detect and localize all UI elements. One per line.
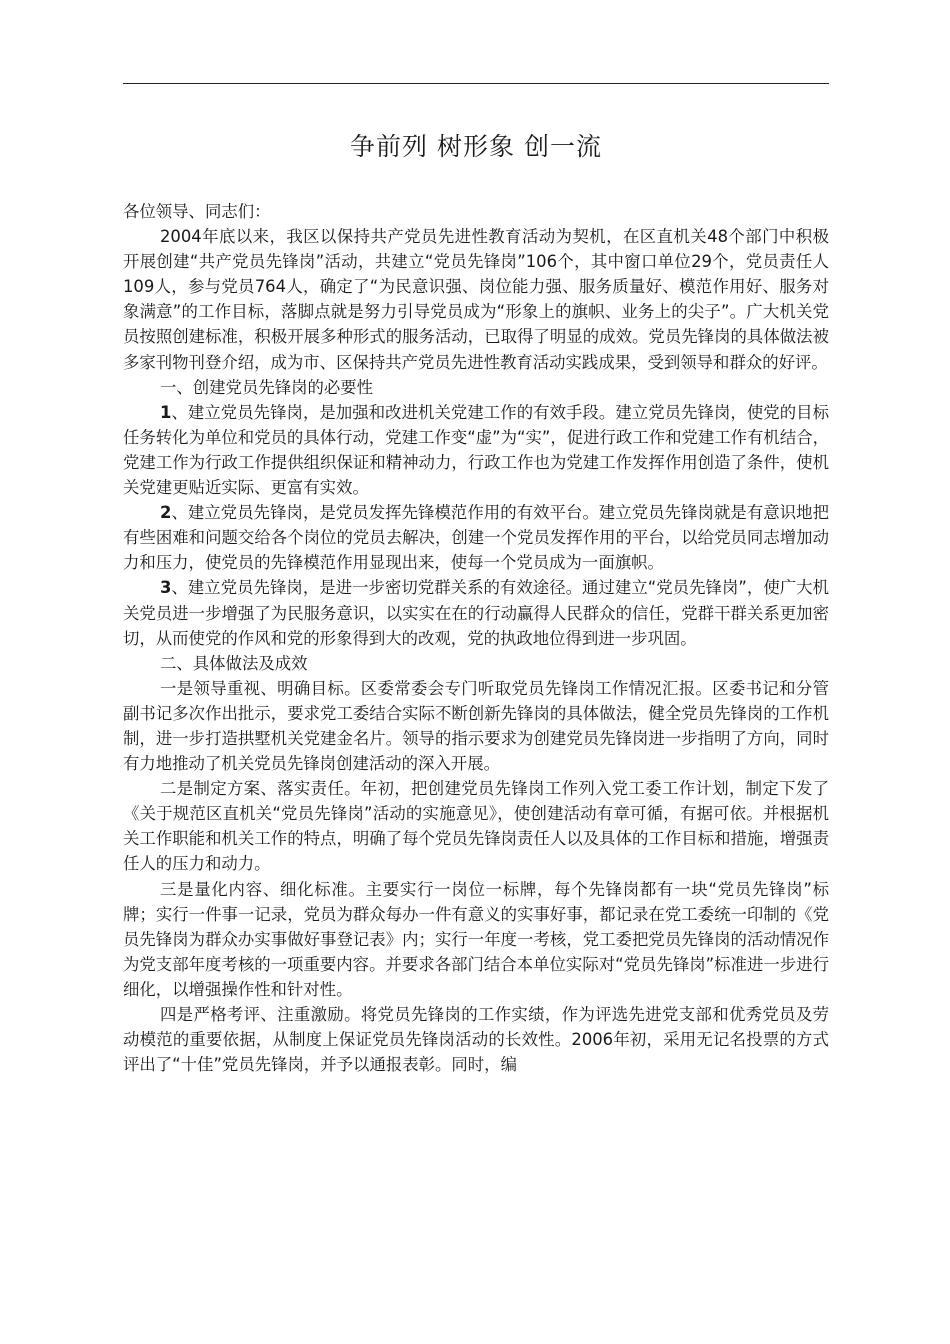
salutation: 各位领导、同志们：	[123, 202, 271, 221]
point-number-2: 2	[160, 503, 172, 523]
header-rule	[123, 83, 829, 84]
measure-paragraph-1: 一是领导重视、明确目标。区委常委会专门听取党员先锋岗工作情况汇报。区委书记和分管副书记多次作出批示，要求党工委结合实际不断创新先锋岗的具体做法，健全党员先锋岗的工作机制，进一步打造拱墅机关党建金名片。领导的指示要求为创建党员先锋岗进一步指明了方向，同时有力地推动了机关党员先锋岗创建活动的深入开展。	[123, 678, 829, 774]
point-paragraph-3	[123, 575, 829, 650]
point-text-2: 、建立党员先锋岗，是党员发挥先锋模范作用的有效平台。建立党员先锋岗就是有意识地把有些困难和问题交给各个岗位的党员去解决，创建一个党员发挥作用的平台，以给党员同志增加动力和压力，使党员的先锋模范作用显现出来，使每一个党员成为一面旗帜。	[123, 503, 829, 573]
measure-paragraph-4: 四是严格考评、注重激励。将党员先锋岗的工作实绩，作为评选先进党支部和优秀党员及劳动模范的重要依据，从制度上保证党员先锋岗活动的长效性。2006年初，采用无记名投票的方式评出了“十佳”党员先锋岗，并予以通报表彰。同时，编	[123, 1005, 829, 1075]
document-body	[123, 199, 829, 1077]
measure-paragraph-2: 二是制定方案、落实责任。年初，把创建党员先锋岗工作列入党工委工作计划，制定下发了《关于规范区直机关“党员先锋岗”活动的实施意见》，使创建活动有章可循，有据可依。并根据机关工作职能和机关工作的特点，明确了每个党员先锋岗责任人以及具体的工作目标和措施，增强责任人的压力和动力。	[123, 779, 829, 874]
intro-paragraph: 2004年底以来，我区以保持共产党员先进性教育活动为契机，在区直机关48个部门中积极开展创建“共产党员先锋岗”活动，共建立“党员先锋岗”106个，其中窗口单位29个，党员责任人109人，参与党员764人，确定了“为民意识强、岗位能力强、服务质量好、模范作用好、服务对象满意”的工作目标，落脚点就是努力引导党员成为“形象上的旗帜、业务上的尖子”。广大机关党员按照创建标准，积极开展多种形式的服务活动，已取得了明显的成效。党员先锋岗的具体做法被多家刊物刊登介绍，成为市、区保持共产党员先进性教育活动实践成果，受到领导和群众的好评。	[123, 227, 829, 372]
section-heading-1: 一、创建党员先锋岗的必要性	[160, 377, 374, 397]
point-number-3: 3	[160, 578, 172, 598]
point-number-1: 1	[160, 402, 172, 422]
point-paragraph-1	[123, 400, 829, 500]
point-text-1: 、建立党员先锋岗，是加强和改进机关党建工作的有效手段。建立党员先锋岗，使党的目标任务转化为单位和党员的具体行动，党建工作变“虚”为“实”，促进行政工作和党建工作有机结合，党建工作为行政工作提供组织保证和精神动力，行政工作也为党建工作发挥作用创造了条件，使机关党建更贴近实际、更富有实效。	[123, 402, 829, 498]
point-paragraph-2	[123, 500, 829, 575]
document-title: 争前列 树形象 创一流	[350, 132, 602, 161]
section-heading-2: 二、具体做法及成效	[160, 653, 308, 673]
measure-paragraph-3: 三是量化内容、细化标准。主要实行一岗位一标牌，每个先锋岗都有一块“党员先锋岗”标牌；实行一件事一记录，党员为群众每办一件有意义的实事好事，都记录在党工委统一印制的《党员先锋岗为群众办实事做好事登记表》内；实行一年度一考核，党工委把党员先锋岗的活动情况作为党支部年度考核的一项重要内容。并要求各部门结合本单位实际对“党员先锋岗”标准进一步进行细化，以增强操作性和针对性。	[123, 879, 829, 999]
point-text-3: 、建立党员先锋岗，是进一步密切党群关系的有效途径。通过建立“党员先锋岗”，使广大机关党员进一步增强了为民服务意识，以实实在在的行动赢得人民群众的信任，党群干群关系更加密切，从而使党的作风和党的形象得到大的改观，党的执政地位得到进一步巩固。	[123, 578, 829, 648]
